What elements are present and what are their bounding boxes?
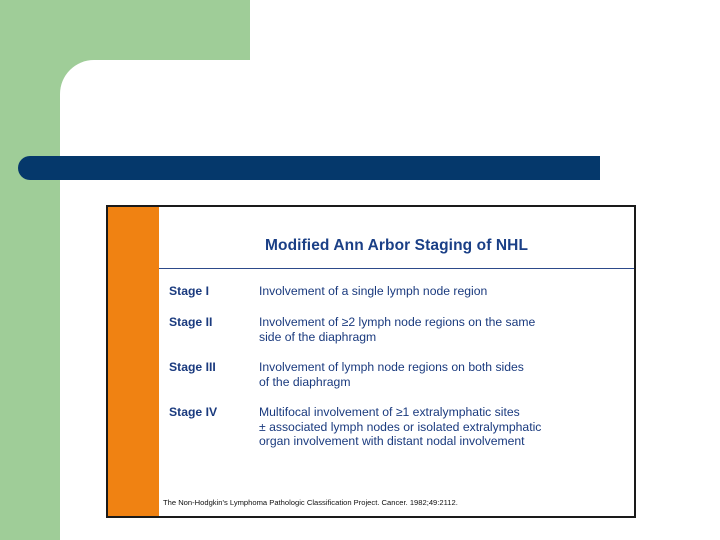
- stage-description-line: organ involvement with distant nodal involvement: [259, 434, 525, 448]
- stage-description: [259, 284, 629, 299]
- stage-description-line: Involvement of lymph node regions on both sides: [259, 360, 524, 374]
- stage-label: Stage II: [169, 315, 213, 329]
- stage-label: Stage I: [169, 284, 209, 298]
- stage-description-line: ± associated lymph nodes or isolated extralymphatic: [259, 419, 542, 434]
- orange-side-strip: [108, 207, 159, 516]
- stage-description-line: Multifocal involvement of ≥1 extralymphatic sites: [259, 405, 520, 419]
- stage-description: [259, 405, 629, 449]
- stage-description-line: Involvement of ≥2 lymph node regions on the same: [259, 315, 536, 329]
- stage-description-line: of the diaphragm: [259, 374, 351, 389]
- stage-label: Stage IV: [169, 405, 218, 419]
- citation-footnote: The Non-Hodgkin's Lymphoma Pathologic Classification Project. Cancer. 1982;49:2112.: [163, 498, 458, 507]
- table-title: Modified Ann Arbor Staging of NHL: [264, 237, 529, 254]
- title-divider: [159, 268, 634, 269]
- stage-description-line: side of the diaphragm: [259, 329, 377, 344]
- stage-description: [259, 360, 629, 389]
- title-bar: [18, 156, 600, 180]
- stage-description-line: Involvement of a single lymph node region: [259, 284, 488, 298]
- stage-label: Stage III: [169, 360, 216, 374]
- stage-description: [259, 315, 629, 344]
- embedded-table-image: [106, 205, 636, 518]
